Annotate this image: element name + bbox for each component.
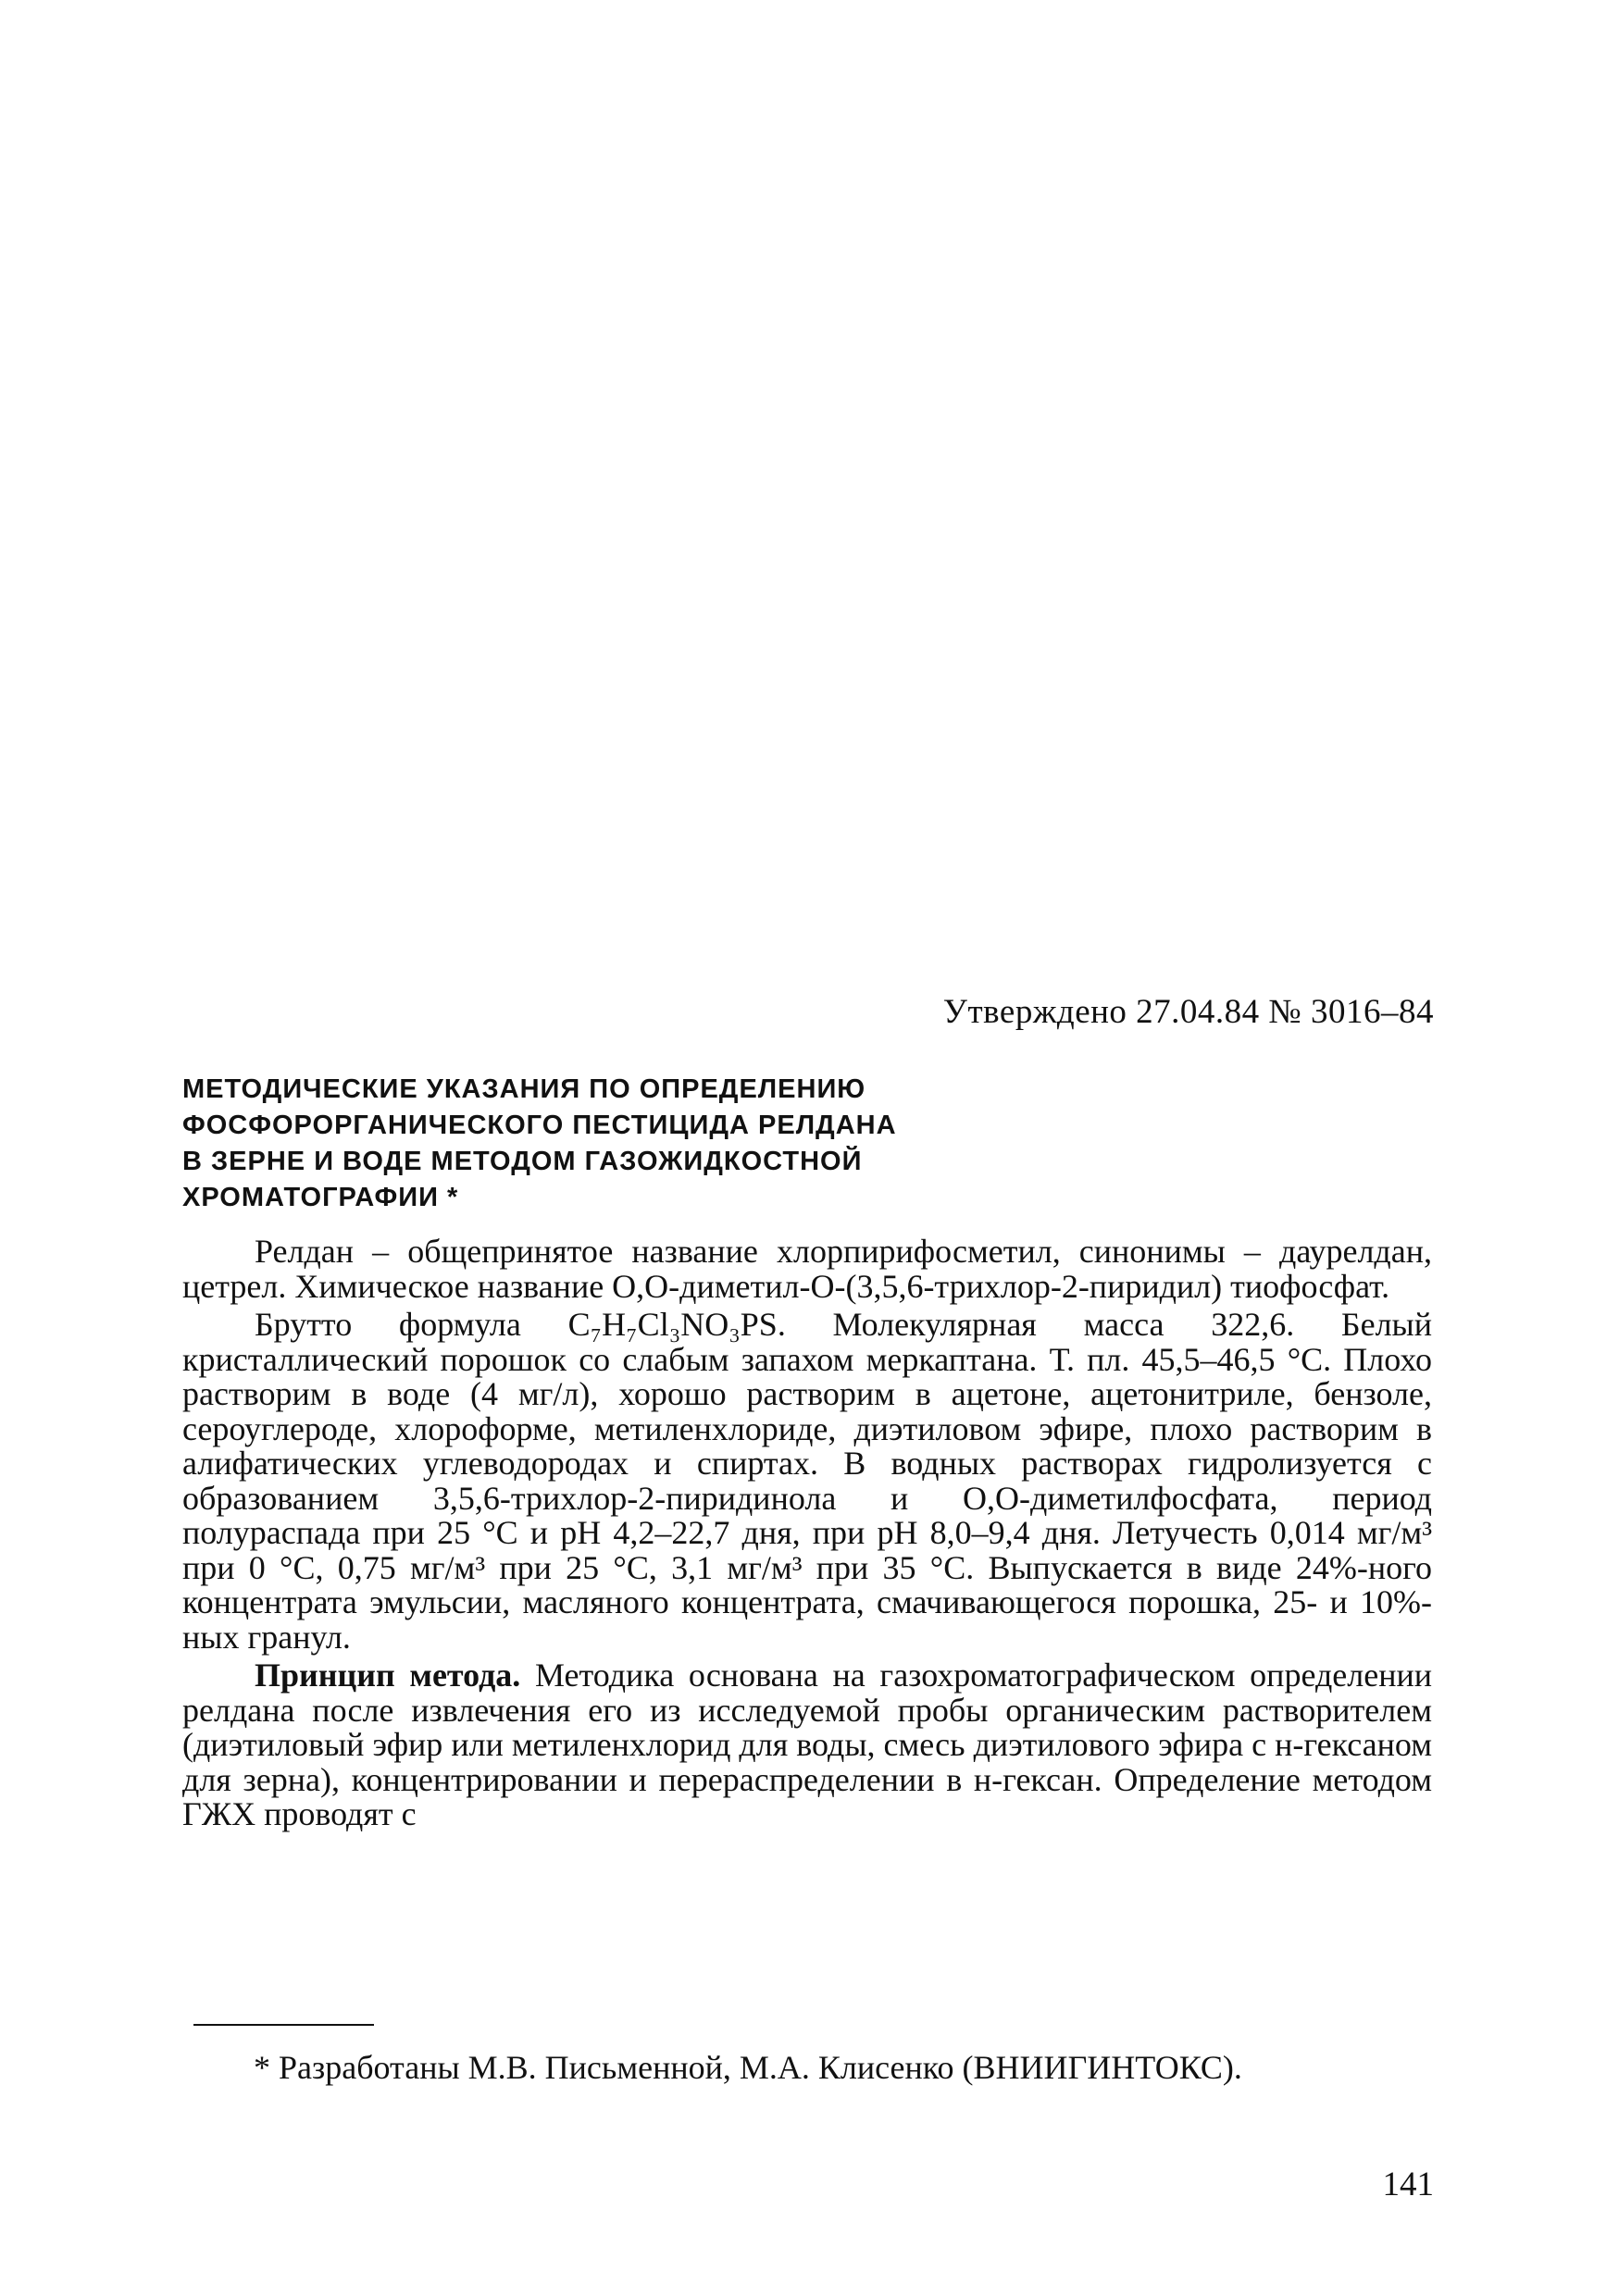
method-principle-text: Методика основана на газохроматографическом определении релдана после извлечения его из исследуемой пробы органическим растворителем (диэтиловый эфир или метиленхлорид для воды, смесь диэтилового эфира с н-гексаном для зерна), концентрировании и перераспределении в н-гексан. Определение методом ГЖХ проводят с <box>182 1657 1432 1832</box>
body-text <box>182 1235 1432 1836</box>
title-line-1: МЕТОДИЧЕСКИЕ УКАЗАНИЯ ПО ОПРЕДЕЛЕНИЮ <box>182 1074 866 1104</box>
title-line-2: ФОСФОРОРГАНИЧЕСКОГО ПЕСТИЦИДА РЕЛДАНА <box>182 1111 897 1140</box>
approval-note: Утверждено 27.04.84 № 3016–84 <box>942 993 1434 1031</box>
footnote-divider <box>193 2024 374 2026</box>
paragraph-properties: Брутто формула C₇H₇Cl₃NO₃PS. Молекулярная масса 322,6. Белый кристаллический порошок со слабым запахом меркаптана. Т. пл. 45,5–46,5 °С. Плохо растворим в воде (4 мг/л), хорошо растворим в ацетоне, ацетонитриле, бензоле, сероуглероде, хлороформе, метиленхлориде, диэтиловом эфире, плохо растворим в алифатических углеводородах и спиртах. В водных растворах гидролизуется с образованием 3,5,6-трихлор-2-пиридинола и О,О-диметилфосфата, период полураспада при 25 °С и рН 4,2–22,7 дня, при рН 8,0–9,4 дня. Летучесть 0,014 мг/м³ при 0 °С, 0,75 мг/м³ при 25 °С, 3,1 мг/м³ при 35 °С. Выпускается в виде 24%-ного концентрата эмульсии, масляного концентрата, смачивающегося порошка, 25- и 10%-ных гранул. <box>182 1306 1432 1656</box>
paragraph-method-principle <box>182 1658 1432 1832</box>
footnote: * Разработаны М.В. Письменной, М.А. Клисенко (ВНИИГИНТОКС). <box>254 2049 1242 2086</box>
document-title <box>182 1072 1108 1216</box>
title-line-3: В ЗЕРНЕ И ВОДЕ МЕТОДОМ ГАЗОЖИДКОСТНОЙ <box>182 1147 863 1176</box>
method-principle-heading: Принцип метода. <box>255 1657 521 1694</box>
paragraph-description: Релдан – общепринятое название хлорпирифосметил, синонимы – даурелдан, цетрел. Химическое название О,О-диметил-О-(3,5,6-трихлор-2-пиридил) тиофосфат. <box>182 1233 1432 1305</box>
page-number: 141 <box>1382 2166 1434 2203</box>
title-line-4: ХРОМАТОГРАФИИ * <box>182 1183 459 1212</box>
